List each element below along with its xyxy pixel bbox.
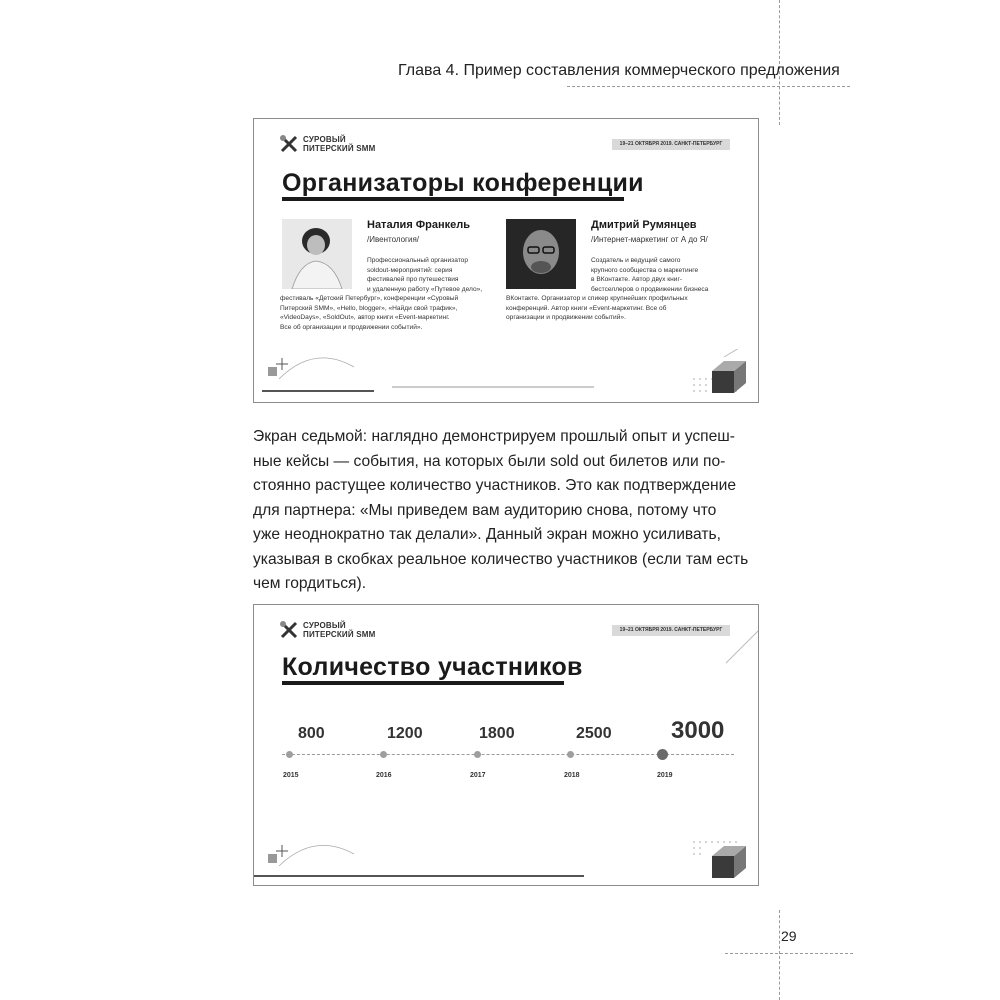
participant-count: 1200 bbox=[387, 725, 423, 742]
speaker-name: Наталия Франкель bbox=[367, 219, 471, 231]
speaker-photo-rumyantsev bbox=[506, 219, 576, 289]
margin-guide-bottom bbox=[779, 910, 780, 1000]
speaker-role: /Ивентология/ bbox=[367, 235, 419, 244]
participant-count: 2500 bbox=[576, 725, 612, 742]
event-date-banner: 19–21 ОКТЯБРЯ 2019. САНКТ-ПЕТЕРБУРГ bbox=[612, 625, 730, 636]
speaker-bio-continued: фестиваль «Детский Петербург», конференции «Суровый Питерский SMM», «Hello, blogger», «Найди свой трафик», «VideoDays», «SoldOut», автор книги «Event-маркетинг. Все об организации и продвижении событий». bbox=[280, 295, 459, 331]
slide-decoration bbox=[254, 830, 759, 886]
participant-count: 1800 bbox=[479, 725, 515, 742]
body-paragraph: Экран седьмой: наглядно демонстрируем прошлый опыт и успеш- ные кейсы — события, на которых были sold out билетов или по- стоянно растущее количество участников. Это как подтверждение для партнера: «Мы приведем вам аудиторию снова, потому что уже неоднократно так делали». Данный экран можно усиливать, указывая в скобках реальное количество участников (если там есть чем гордиться). bbox=[253, 428, 749, 592]
title-underline bbox=[282, 197, 624, 201]
logo-line-2: ПИТЕРСКИЙ SMM bbox=[303, 144, 376, 153]
timeline-year: 2019 bbox=[657, 772, 673, 779]
participant-count: 800 bbox=[298, 725, 325, 742]
slide-participants bbox=[253, 604, 759, 886]
speaker-name: Дмитрий Румянцев bbox=[591, 219, 697, 231]
timeline-dot bbox=[474, 751, 481, 758]
title-underline bbox=[282, 681, 564, 685]
logo-crossed-tools-icon bbox=[279, 620, 299, 640]
participant-count-highlight: 3000 bbox=[671, 717, 725, 744]
event-date-banner: 19–21 ОКТЯБРЯ 2019. САНКТ-ПЕТЕРБУРГ bbox=[612, 139, 730, 150]
speaker-bio: Профессиональный организатор soldout-мероприятий: серия фестивалей про путешествия и удаленную работу «Путевое дело», bbox=[367, 257, 483, 293]
timeline-year: 2015 bbox=[283, 772, 299, 779]
page-number: 29 bbox=[781, 928, 797, 944]
timeline-dot bbox=[380, 751, 387, 758]
timeline-year: 2016 bbox=[376, 772, 392, 779]
logo-line-2: ПИТЕРСКИЙ SMM bbox=[303, 630, 376, 639]
logo-crossed-tools-icon bbox=[279, 134, 299, 154]
conference-logo bbox=[279, 620, 376, 640]
slide-title: Организаторы конференции bbox=[282, 169, 644, 197]
timeline-dot bbox=[286, 751, 293, 758]
speaker-bio: Создатель и ведущий самого крупного сообщества о маркетинге в ВКонтакте. Автор двух книг- бестселлеров о продвижении бизнеса bbox=[591, 257, 709, 293]
chapter-title: Глава 4. Пример составления коммерческого предложения bbox=[398, 62, 840, 79]
conference-logo bbox=[279, 134, 376, 154]
logo-line-1: СУРОВЫЙ bbox=[303, 135, 346, 144]
slide-organizers bbox=[253, 118, 759, 403]
logo-line-1: СУРОВЫЙ bbox=[303, 621, 346, 630]
footer-rule bbox=[725, 953, 853, 954]
speaker-role: /Интернет-маркетинг от А до Я/ bbox=[591, 235, 708, 244]
timeline-dot-highlight bbox=[657, 749, 668, 760]
speaker-photo-frankel bbox=[282, 219, 352, 289]
header-rule bbox=[567, 86, 850, 87]
slide-decoration bbox=[254, 349, 759, 403]
speaker-bio-continued: ВКонтакте. Организатор и спикер крупнейших профильных конференций. Автор книги «Event-маркетинг. Все об организации и продвижении событий». bbox=[506, 295, 688, 322]
timeline-dot bbox=[567, 751, 574, 758]
slide-title: Количество участников bbox=[282, 653, 583, 681]
timeline-year: 2017 bbox=[470, 772, 486, 779]
corner-decoration bbox=[724, 625, 759, 665]
timeline-year: 2018 bbox=[564, 772, 580, 779]
